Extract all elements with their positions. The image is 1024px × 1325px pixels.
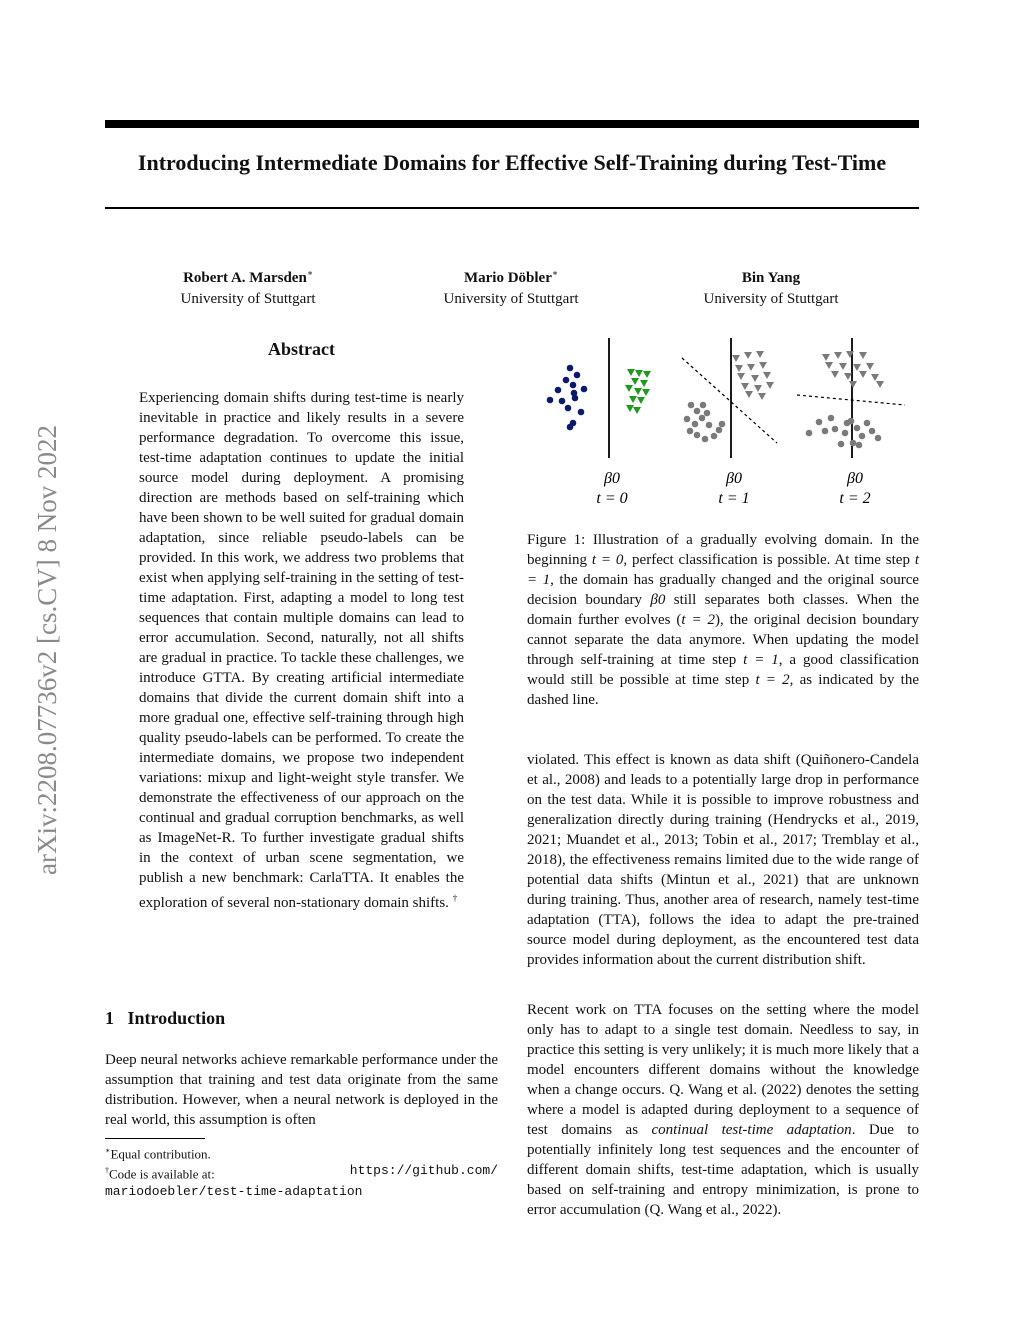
footnote-code-label: Code is available at:: [109, 1166, 215, 1182]
data-point-triangle: [625, 385, 633, 392]
data-point-triangle: [732, 355, 740, 362]
data-point-triangle: [634, 388, 642, 395]
data-point-triangle: [735, 365, 743, 372]
data-point-circle: [687, 428, 694, 435]
data-point-triangle: [831, 371, 839, 378]
data-point-triangle: [637, 397, 645, 404]
data-point-circle: [828, 415, 835, 422]
data-point-triangle: [859, 352, 867, 359]
data-point-triangle: [853, 364, 861, 371]
data-point-circle: [547, 397, 554, 404]
panel-boundary-label: β0: [847, 470, 863, 487]
data-point-circle: [850, 440, 857, 447]
footnote-code-link[interactable]: https://github.com/: [349, 1163, 498, 1179]
author-block: [128, 263, 368, 310]
author-affiliation: University of Stuttgart: [703, 291, 839, 307]
data-point-circle: [555, 387, 562, 394]
footnote-equal-contribution: Equal contribution.: [110, 1146, 211, 1162]
data-point-triangle: [643, 371, 651, 378]
data-point-circle: [684, 416, 691, 423]
panel-time-label: t = 0: [596, 490, 628, 507]
data-point-triangle: [631, 378, 639, 385]
data-point-circle: [565, 405, 572, 412]
adapted-boundary-dashed: [682, 358, 777, 443]
data-point-triangle: [763, 372, 771, 379]
data-point-circle: [711, 433, 718, 440]
data-point-triangle: [642, 389, 650, 396]
data-point-triangle: [876, 381, 884, 388]
data-point-circle: [571, 390, 578, 397]
data-point-triangle: [766, 382, 774, 389]
data-point-triangle: [751, 375, 759, 382]
arxiv-identifier: arXiv:2208.07736v2 [cs.CV] 8 Nov 2022: [32, 425, 62, 875]
adapted-boundary-dashed: [797, 395, 905, 405]
data-point-circle: [838, 441, 845, 448]
abstract-heading: Abstract: [268, 339, 335, 359]
author-block: [391, 263, 631, 310]
footnote-mark: †: [105, 1166, 109, 1176]
data-point-circle: [570, 382, 577, 389]
data-point-triangle: [629, 396, 637, 403]
author-name: Bin Yang: [741, 270, 801, 286]
data-point-circle: [702, 436, 709, 443]
author-affiliation: University of Stuttgart: [443, 291, 579, 307]
data-point-circle: [822, 428, 829, 435]
data-point-circle: [869, 428, 876, 435]
data-point-triangle: [754, 385, 762, 392]
data-point-circle: [559, 398, 566, 405]
data-point-triangle: [756, 351, 764, 358]
author-block: [651, 263, 891, 310]
panel-time-label: t = 2: [839, 490, 871, 507]
data-point-triangle: [627, 369, 635, 376]
data-point-circle: [842, 430, 849, 437]
data-point-circle: [832, 426, 839, 433]
data-point-triangle: [822, 354, 830, 361]
abstract-body: Experiencing domain shifts during test-time is nearly inevitable in practice and likely results in a severe performance degradation. To overcome this issue, test-time adaptation continues to update the initial source model during deployment. A promising direction are methods based on self-training which have been shown to be well suited for gradual domain adaptation, since reliable pseudo-labels can be provided. In this work, we address two problems that exist when applying self-training in the setting of test-time adaptation. First, adapting a model to long test sequences that contain multiple domains can lead to error accumulation. Second, naturally, not all shifts are gradual in practice. To tackle these challenges, we introduce GTTA. By creating artificial intermediate domains that divide the current domain shift into a more gradual one, effective self-training through high quality pseudo-labels can be performed. To create the intermediate domains, we propose two independent variations: mixup and light-weight style transfer. We demonstrate the effectiveness of our approach on the continual and gradual corruption benchmarks, as well as ImageNet-R. To further investigate gradual shifts in the context of urban scene segmentation, we publish a new benchmark: CarlaTTA. It enables the exploration of several non-stationary domain shifts.: [139, 390, 464, 911]
author-mark: ∗: [306, 268, 313, 278]
intro-paragraph: Deep neural networks achieve remarkable performance under the assumption that training and test data originate from the same distribution. However, when a neural network is deployed in the real world, this assumption is often: [105, 1052, 498, 1128]
data-point-triangle: [737, 373, 745, 380]
data-point-triangle: [635, 370, 643, 377]
data-point-circle: [694, 432, 701, 439]
author-mark: ∗: [551, 268, 558, 278]
data-point-circle: [700, 402, 707, 409]
data-point-circle: [816, 419, 823, 426]
data-point-circle: [806, 430, 813, 437]
data-point-triangle: [633, 407, 641, 414]
data-point-circle: [864, 420, 871, 427]
data-point-triangle: [759, 362, 767, 369]
data-point-triangle: [626, 405, 634, 412]
data-point-circle: [694, 408, 701, 415]
paper-title: Introducing Intermediate Domains for Effective Self-Training during Test-Time: [137, 150, 887, 175]
data-point-triangle: [744, 352, 752, 359]
abstract-text: [139, 388, 464, 913]
data-point-circle: [856, 442, 863, 449]
data-point-triangle: [745, 391, 753, 398]
data-point-circle: [574, 372, 581, 379]
footnote-mark: ∗: [105, 1146, 111, 1155]
title-top-rule: [105, 120, 919, 128]
data-point-circle: [706, 422, 713, 429]
panel-boundary-label: β0: [726, 470, 742, 487]
data-point-circle: [578, 409, 585, 416]
data-point-circle: [854, 425, 861, 432]
abstract-footnote-mark: †: [452, 893, 458, 903]
footnote-code-link-cont[interactable]: mariodoebler/test-time-adaptation: [105, 1183, 363, 1199]
data-point-triangle: [741, 383, 749, 390]
data-point-circle: [692, 421, 699, 428]
footnote-rule: [105, 1138, 205, 1139]
author-name: Mario Döbler: [463, 270, 552, 286]
data-point-circle: [567, 424, 574, 431]
author-affiliation: University of Stuttgart: [180, 291, 316, 307]
section-heading-introduction: 1 Introduction: [105, 1008, 226, 1028]
data-point-circle: [567, 365, 574, 372]
data-point-triangle: [871, 374, 879, 381]
data-point-circle: [563, 377, 570, 384]
panel-time-label: t = 1: [718, 490, 750, 507]
data-point-circle: [716, 427, 723, 434]
data-point-triangle: [834, 352, 842, 359]
data-point-circle: [699, 415, 706, 422]
data-point-circle: [704, 410, 711, 417]
author-name: Robert A. Marsden: [183, 270, 307, 286]
data-point-triangle: [640, 380, 648, 387]
figure-caption: Figure 1: Illustration of a gradually evolving domain. In the beginning t = 0, perfect classification is possible. At time step t = 1, the domain has gradually changed and the original source decision boundary β0 still separates both classes. When the domain further evolves (t = 2), the original decision boundary cannot separate the data anymore. When updating the model through self-training at time step t = 1, a good classification would still be possible at time step t = 2, as indicated by the dashed line.: [527, 532, 920, 708]
data-point-triangle: [825, 362, 833, 369]
body-paragraph: Recent work on TTA focuses on the setting where the model only has to adapt to a single test domain. Needless to say, in practice this setting is very unlikely; it is much more likely that a model encounters different domains without the knowledge when a change occurs. Q. Wang et al. (2022) denotes the setting where a model is adapted during deployment to a sequence of test domains as continual test-time adaptation. Due to potentially infinitely long test sequences and the encounter of different domain shifts, test-time adaptation, which is usually based on self-training and entropy minimization, is prone to error accumulation (Q. Wang et al., 2022).: [527, 1002, 919, 1218]
title-bottom-rule: [105, 207, 919, 209]
data-point-circle: [875, 435, 882, 442]
data-point-triangle: [747, 364, 755, 371]
data-point-circle: [859, 433, 866, 440]
data-point-triangle: [758, 393, 766, 400]
data-point-circle: [844, 420, 851, 427]
data-point-circle: [581, 386, 588, 393]
panel-boundary-label: β0: [604, 470, 620, 487]
data-point-triangle: [839, 363, 847, 370]
data-point-triangle: [844, 373, 852, 380]
data-point-triangle: [849, 381, 857, 388]
data-point-triangle: [859, 371, 867, 378]
figure-1: [527, 333, 919, 515]
body-paragraph: violated. This effect is known as data shift (Quiñonero-Candela et al., 2008) and leads to a potentially large drop in performance on the test data. While it is possible to improve robustness and generalization directly during training (Hendrycks et al., 2019, 2021; Muandet et al., 2013; Tobin et al., 2017; Tremblay et al., 2018), the effectiveness remains limited due to the wide range of potential data shifts (Mintun et al., 2021) that are unknown during training. Thus, another area of research, namely test-time adaptation (TTA), follows the idea to adapt the pre-trained source model during deployment, as the encountered test data provides information about the current distribution shift.: [527, 752, 919, 968]
footnotes: [105, 1142, 498, 1200]
emphasis-term: continual test-time adaptation: [651, 1122, 852, 1138]
data-point-circle: [719, 421, 726, 428]
data-point-triangle: [866, 363, 874, 370]
data-point-circle: [688, 402, 695, 409]
